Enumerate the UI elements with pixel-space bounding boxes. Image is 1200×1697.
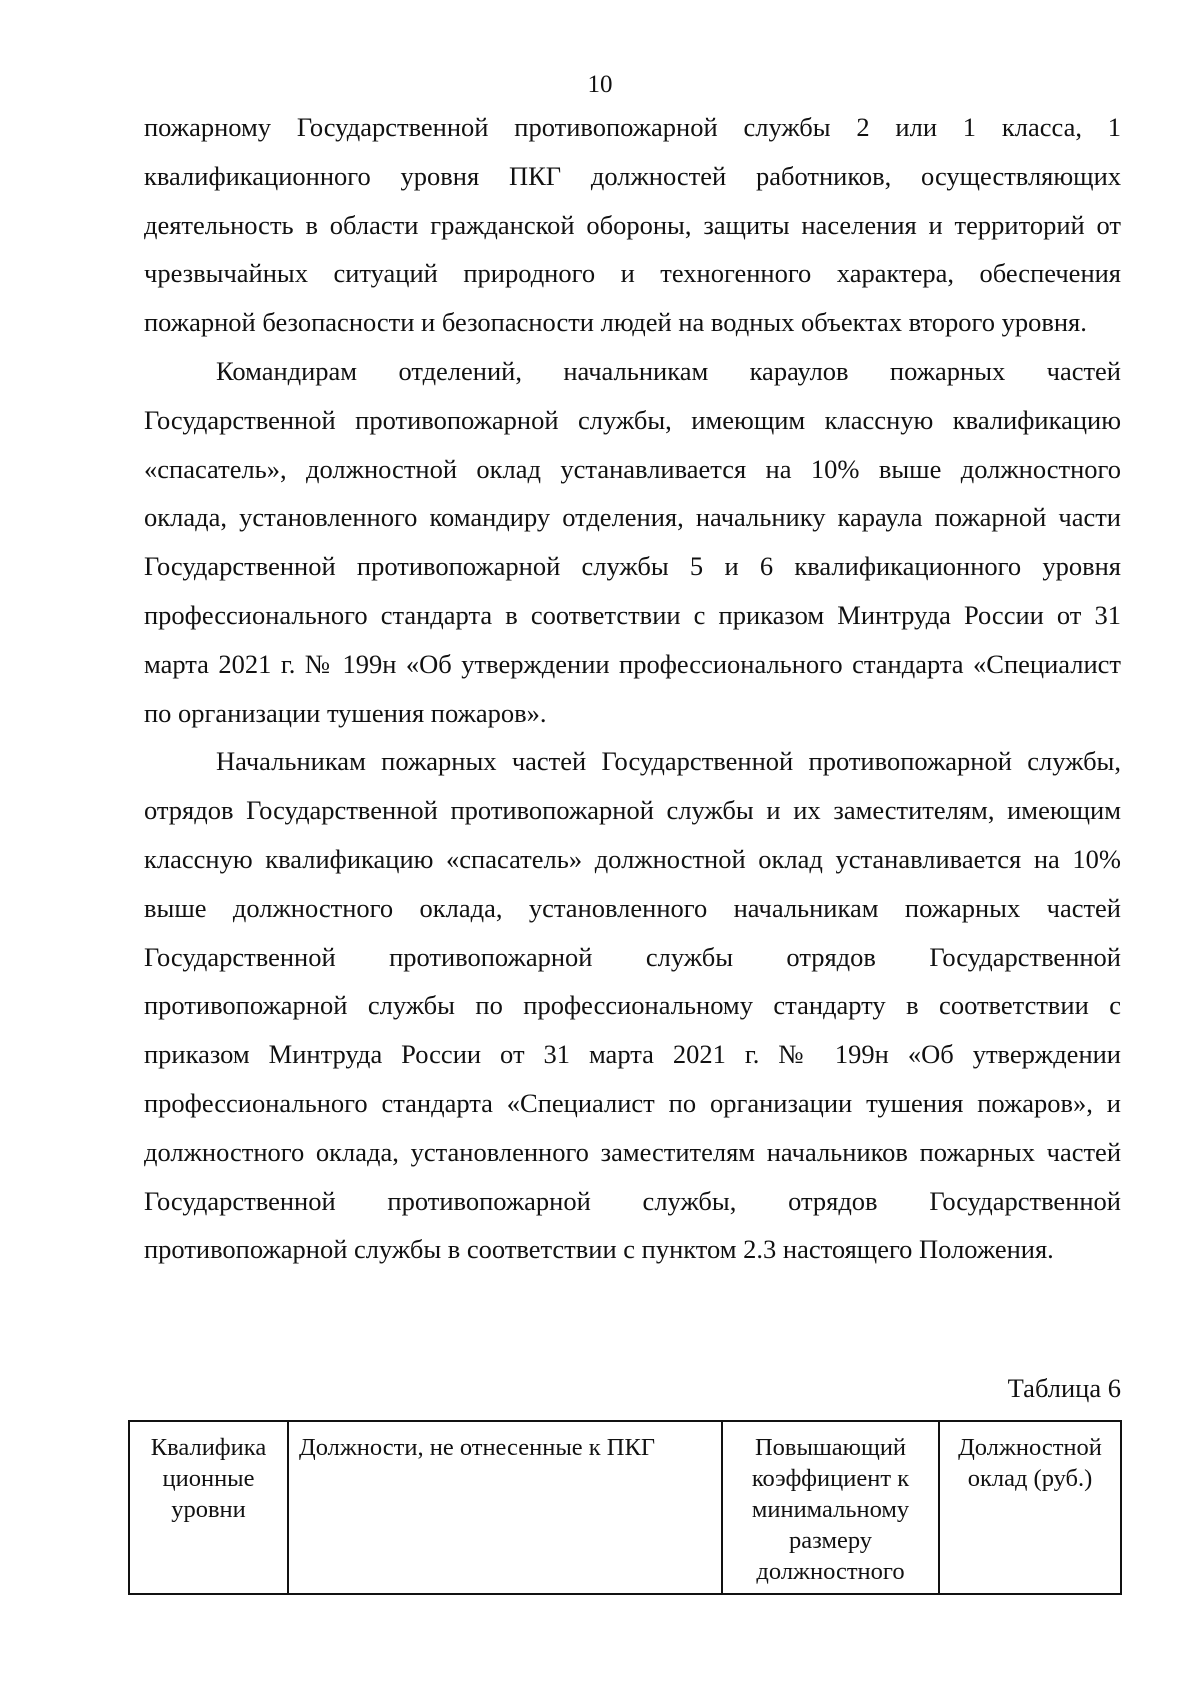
- paragraph-continuation: пожарному Государственной противопожарной службы 2 или 1 класса, 1 квалификационного уровня ПКГ должностей работников, осуществляющих деятельность в области гражданской обороны, защиты населения и территорий от чрезвычайных ситуаций природного и техногенного характера, обеспечения пожарной безопасности и безопасности людей на водных объектах второго уровня.: [144, 112, 1121, 338]
- table-header-row: [129, 1421, 1121, 1594]
- salary-table: [128, 1420, 1122, 1595]
- paragraph-squad-commanders: Командирам отделений, начальникам караулов пожарных частей Государственной противопожарной службы, имеющим классную квалификацию «спасатель», должностной оклад устанавливается на 10% выше должностного оклада, установленного командиру отделения, начальнику караула пожарной части Государственной противопожарной службы 5 и 6 квалификационного уровня профессионального стандарта в соответствии с приказом Минтруда России от 31 марта 2021 г. № 199н «Об утверждении профессионального стандарта «Специалист по организации тушения пожаров».: [144, 355, 1121, 728]
- header-qualification-levels: Квалифика ционные уровни: [129, 1421, 288, 1594]
- header-raising-coefficient: Повышающий коэффициент к минимальному размеру должностного: [722, 1421, 939, 1594]
- header-official-salary: Должностной оклад (руб.): [939, 1421, 1121, 1594]
- table-caption: Таблица 6: [1007, 1373, 1121, 1403]
- header-positions: Должности, не отнесенные к ПКГ: [288, 1421, 722, 1594]
- paragraph-fire-unit-chiefs: Начальникам пожарных частей Государственной противопожарной службы, отрядов Государственной противопожарной службы и их заместителям, имеющим классную квалификацию «спасатель» должностной оклад устанавливается на 10% выше должностного оклада, установленного начальникам пожарных частей Государственной противопожарной службы отрядов Государственной противопожарной службы по профессиональному стандарту в соответствии с приказом Минтруда России от 31 марта 2021 г. № 199н «Об утверждении профессионального стандарта «Специалист по организации тушения пожаров», и должностного оклада, установленного заместителям начальников пожарных частей Государственной противопожарной службы, отрядов Государственной противопожарной службы в соответствии с пунктом 2.3 настоящего Положения.: [144, 746, 1121, 1265]
- document-body: [144, 103, 1121, 1274]
- page-number: 10: [587, 71, 613, 98]
